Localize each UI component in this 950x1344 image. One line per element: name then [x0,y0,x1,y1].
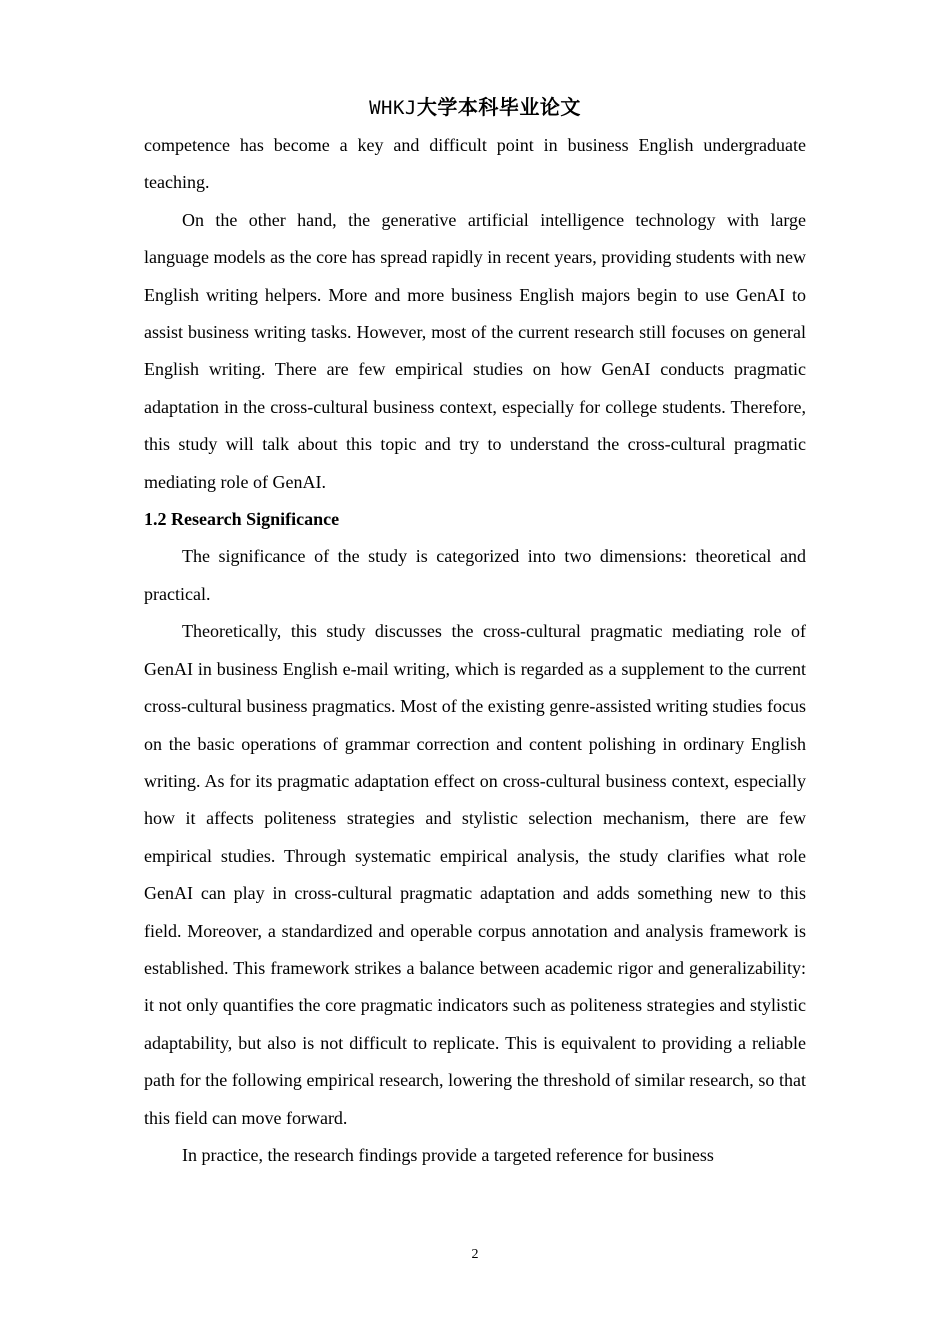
running-header [0,93,950,122]
page-number: 2 [471,1247,479,1262]
page-body [144,127,806,1174]
header-university-code: WHKJ [369,97,417,119]
paragraph-practical-significance: In practice, the research findings provide a targeted reference for business [182,1144,714,1165]
paragraph-significance-intro: The significance of the study is categorized into two dimensions: theoretical and practical. [144,546,806,604]
paragraph-theoretical-significance: Theoretically, this study discusses the cross-cultural pragmatic mediating role of GenAI in business English e-mail writing, which is regarded as a supplement to the current cross-cultural business pragmatics. Most of the existing genre-assisted writing studies focus on the basic operations of grammar correction and content polishing in ordinary English writing. As for its pragmatic adaptation effect on cross-cultural business context, especially how it affects politeness strategies and stylistic selection mechanism, there are few empirical studies. Through systematic empirical analysis, the study clarifies what role GenAI can play in cross-cultural pragmatic adaptation and adds something new to this field. Moreover, a standardized and operable corpus annotation and analysis framework is established. This framework strikes a balance between academic rigor and generalizability: it not only quantifies the core pragmatic indicators such as politeness strategies and stylistic adaptability, but also is not difficult to replicate. This is equivalent to providing a reliable path for the following empirical research, lowering the threshold of similar research, so that this field can move forward. [144,621,806,1128]
paragraph-genai-background: On the other hand, the generative artificial intelligence technology with large language models as the core has spread rapidly in recent years, providing students with new English writing helpers. More and more business English majors begin to use GenAI to assist business writing tasks. However, most of the current research still focuses on general English writing. There are few empirical studies on how GenAI conducts pragmatic adaptation in the cross-cultural business context, especially for college students. Therefore, this study will talk about this topic and try to understand the cross-cultural pragmatic mediating role of GenAI. [144,209,806,492]
section-heading-research-significance: 1.2 Research Significance [144,509,340,530]
paragraph-continued: competence has become a key and difficult point in business English undergraduate teaching. [144,135,806,193]
header-thesis-label: 大学本科毕业论文 [416,95,581,119]
